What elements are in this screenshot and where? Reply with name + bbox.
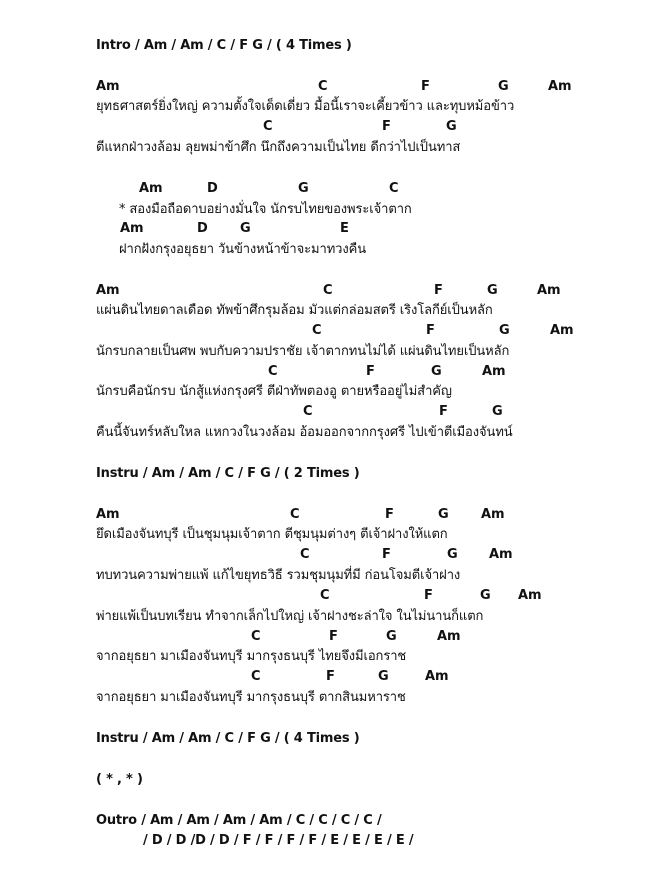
outro-line-2: / D / D /D / D / F / F / F / F / E / E / E / E / xyxy=(143,833,414,848)
chord-row xyxy=(0,547,670,563)
lyric-line: นักรบกลายเป็นศพ พบกับความปราชัย เจ้าตากทนไม่ได้ แผ่นดินไทยเป็นหลัก xyxy=(96,344,510,359)
chord-label: G xyxy=(446,119,457,134)
chord-label: F xyxy=(385,507,394,522)
chord-label: Am xyxy=(548,79,572,94)
chord-row xyxy=(0,181,670,197)
chord-row xyxy=(0,588,670,604)
outro-line-1: Outro / Am / Am / Am / Am / C / C / C / C / xyxy=(96,813,382,828)
chord-label: Am xyxy=(537,283,561,298)
chord-label: C xyxy=(290,507,300,522)
chord-row xyxy=(0,669,670,685)
lyric-line: ทบทวนความพ่ายแพ้ แก้ไขยุทธวิธี รวมชุมนุมที่มี ก่อนโจมตีเจ้าฝาง xyxy=(96,568,461,583)
chord-label: C xyxy=(268,364,278,379)
chord-label: G xyxy=(438,507,449,522)
chord-label: C xyxy=(323,283,333,298)
chord-label: Am xyxy=(550,323,574,338)
instrumental-line: Instru / Am / Am / C / F G / ( 2 Times ) xyxy=(96,466,360,481)
chord-label: C xyxy=(251,629,261,644)
chord-label: C xyxy=(251,669,261,684)
chord-label: G xyxy=(492,404,503,419)
lyric-line: คืนนี้จันทร์หลับใหล แหกวงในวงล้อม อ้อมออกจากกรุงศรี ไปเข้าตีเมืองจันทน์ xyxy=(96,425,513,440)
chord-label: Am xyxy=(518,588,542,603)
chord-label: F xyxy=(439,404,448,419)
chord-label: Am xyxy=(481,507,505,522)
lyric-line: จากอยุธยา มาเมืองจันทบุรี มากรุงธนบุรี ไทยจึงมีเอกราช xyxy=(96,649,407,664)
chord-row xyxy=(0,629,670,645)
chord-label: G xyxy=(378,669,389,684)
chord-row xyxy=(0,323,670,339)
chord-label: Am xyxy=(139,181,163,196)
chord-label: G xyxy=(386,629,397,644)
chord-label: G xyxy=(298,181,309,196)
chord-label: C xyxy=(320,588,330,603)
chord-label: F xyxy=(382,547,391,562)
chord-row xyxy=(0,364,670,380)
chord-label: C xyxy=(300,547,310,562)
chord-row xyxy=(0,79,670,95)
chord-label: E xyxy=(340,221,349,236)
chord-label: Am xyxy=(482,364,506,379)
chord-row xyxy=(0,283,670,299)
chord-label: F xyxy=(382,119,391,134)
chord-label: C xyxy=(389,181,399,196)
lyric-line: ยึดเมืองจันทบุรี เป็นชุมนุมเจ้าตาก ตีชุมนุมต่างๆ ตีเจ้าฝางให้แตก xyxy=(96,527,448,542)
lyric-line: พ่ายแพ้เป็นบทเรียน ทำจากเล็กไปใหญ่ เจ้าฝางชะล่าใจ ในไม่นานก็แตก xyxy=(96,609,484,624)
chord-label: F xyxy=(366,364,375,379)
chord-label: C xyxy=(318,79,328,94)
chord-label: Am xyxy=(96,79,120,94)
chord-label: F xyxy=(326,669,335,684)
chord-label: Am xyxy=(425,669,449,684)
lyric-line: นักรบคือนักรบ นักสู้แห่งกรุงศรี ตีฝ่าทัพตองอู ตายหรืออยู่ไม่สำคัญ xyxy=(96,384,452,399)
intro-line: Intro / Am / Am / C / F G / ( 4 Times ) xyxy=(96,38,352,53)
chord-label: G xyxy=(480,588,491,603)
lyric-line: ยุทธศาสตร์ยิ่งใหญ่ ความตั้งใจเด็ดเดี่ยว มื้อนี้เราจะเคี้ยวข้าว และทุบหม้อข้าว xyxy=(96,99,515,114)
lyric-line: ตีแหกฝ่าวงล้อม ลุยพม่าข้าศึก นึกถึงความเป็นไทย ดีกว่าไปเป็นทาส xyxy=(96,140,461,155)
chord-label: Am xyxy=(437,629,461,644)
chord-label: G xyxy=(447,547,458,562)
chord-label: G xyxy=(499,323,510,338)
chord-row xyxy=(0,119,670,135)
chord-label: G xyxy=(487,283,498,298)
chord-label: G xyxy=(240,221,251,236)
chord-row xyxy=(0,507,670,523)
chord-label: C xyxy=(303,404,313,419)
repeat-marker: ( * , * ) xyxy=(96,772,143,787)
lyric-line: แผ่นดินไทยดาลเดือด ทัพข้าศึกรุมล้อม มัวแต่กล่อมสตรี เริงโลกีย์เป็นหลัก xyxy=(96,303,493,318)
chord-label: D xyxy=(197,221,208,236)
chord-label: Am xyxy=(96,507,120,522)
lyric-line: ฝากฝังกรุงอยุธยา วันข้างหน้าข้าจะมาทวงคืน xyxy=(119,242,366,257)
chord-label: Am xyxy=(489,547,513,562)
chord-label: Am xyxy=(96,283,120,298)
instrumental-line: Instru / Am / Am / C / F G / ( 4 Times ) xyxy=(96,731,360,746)
lyric-line: * สองมือถือดาบอย่างมั่นใจ นักรบไทยของพระเจ้าตาก xyxy=(119,202,412,217)
chord-label: F xyxy=(426,323,435,338)
chord-label: F xyxy=(434,283,443,298)
chord-label: F xyxy=(424,588,433,603)
chord-label: F xyxy=(421,79,430,94)
lyric-line: จากอยุธยา มาเมืองจันทบุรี มากรุงธนบุรี ตากสินมหาราช xyxy=(96,690,406,705)
chord-row xyxy=(0,221,670,237)
chord-label: C xyxy=(263,119,273,134)
chord-label: G xyxy=(431,364,442,379)
chord-row xyxy=(0,404,670,420)
chord-label: C xyxy=(312,323,322,338)
chord-label: G xyxy=(498,79,509,94)
chord-label: F xyxy=(329,629,338,644)
chord-label: D xyxy=(207,181,218,196)
chord-label: Am xyxy=(120,221,144,236)
